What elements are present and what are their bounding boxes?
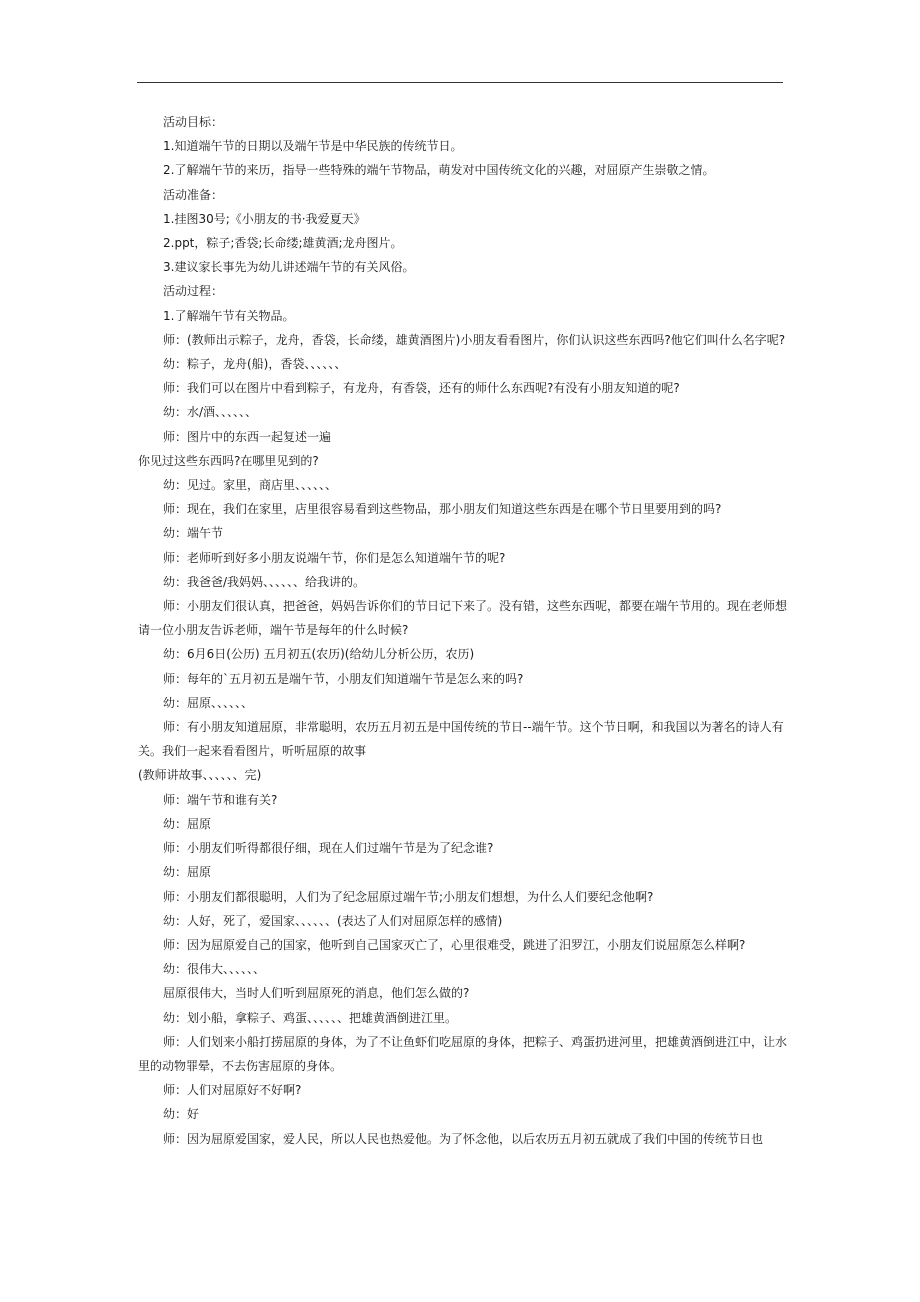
dialogue-line: 幼：6月6日(公历) 五月初五(农历)(给幼儿分析公历，农历) <box>163 647 475 662</box>
dialogue-line: 幼：很伟大、、、、、、 <box>163 962 266 977</box>
dialogue-line: 幼：我爸爸/我妈妈、、、、、、给我讲的。 <box>163 574 366 589</box>
document-body <box>138 110 790 1151</box>
dialogue-line: 屈原很伟大，当时人们听到屈原死的消息，他们怎么做的? <box>163 986 470 1001</box>
dialogue-line: 师：小朋友们都很聪明，人们为了纪念屈原过端午节;小朋友们想想，为什么人们要纪念他啊? <box>163 889 654 904</box>
dialogue-line: 幼：粽子，龙舟(船)，香袋、、、、、、 <box>163 357 347 372</box>
dialogue-line: 师：(教师出示粽子，龙舟，香袋，长命缕，雄黄酒图片)小朋友看看图片，你们认识这些东西吗?他它们叫什么名字呢? <box>163 332 786 347</box>
paragraph: 2.ppt，粽子;香袋;长命缕;雄黄酒;龙舟图片。 <box>163 236 403 251</box>
dialogue-line: 师：图片中的东西一起复述一遍 <box>163 429 332 444</box>
heading-goals: 活动目标： <box>163 115 224 129</box>
dialogue-line: 师：因为屈原爱自己的国家，他听到自己国家灭亡了，心里很难受，跳进了汨罗江，小朋友们说屈原怎么样啊? <box>163 937 746 952</box>
dialogue-line: 师：因为屈原爱国家，爱人民，所以人民也热爱他。为了怀念他，以后农历五月初五就成了我们中国的传统节日也 <box>163 1131 764 1146</box>
paragraph: 1.挂图30号;《小朋友的书·我爱夏天》 <box>163 211 366 226</box>
dialogue-line: 师：人们划来小船打捞屈原的身体，为了不让鱼虾们吃屈原的身体，把粽子、鸡蛋扔进河里，把雄黄酒倒进江中，让水里的动物罪晕，不去伤害屈原的身体。 <box>138 1034 788 1073</box>
paragraph: 2.了解端午节的来历，指导一些特殊的端午节物品，萌发对中国传统文化的兴趣，对屈原产生崇敬之情。 <box>163 163 715 178</box>
dialogue-line: 师：老师听到好多小朋友说端午节，你们是怎么知道端午节的呢? <box>163 550 506 565</box>
dialogue-line: 幼：端午节 <box>163 526 224 541</box>
dialogue-line: 幼：屈原 <box>163 865 212 880</box>
paragraph: 1.了解端午节有关物品。 <box>163 308 295 323</box>
dialogue-line: 师：人们对屈原好不好啊? <box>163 1083 302 1098</box>
heading-process: 活动过程： <box>163 284 224 299</box>
dialogue-line: 幼：划小船，拿粽子、鸡蛋、、、、、、把雄黄酒倒进江里。 <box>163 1010 458 1025</box>
paragraph: 1.知道端午节的日期以及端午节是中华民族的传统节日。 <box>163 139 463 154</box>
dialogue-line: 师：小朋友们很认真，把爸爸，妈妈告诉你们的节日记下来了。没有错，这些东西呢，都要在端午节用的。现在老师想请一位小朋友告诉老师，端午节是每年的什么时候? <box>138 599 788 638</box>
header-rule <box>137 82 783 83</box>
dialogue-line: 师：每年的`五月初五是端午节，小朋友们知道端午节是怎么来的吗? <box>163 671 524 686</box>
dialogue-line: 幼：水/酒、、、、、、 <box>163 405 258 420</box>
dialogue-line: 师：端午节和谁有关? <box>163 792 278 807</box>
dialogue-line: (教师讲故事、、、、、、完) <box>138 768 262 783</box>
dialogue-line: 师：小朋友们听得都很仔细，现在人们过端午节是为了纪念谁? <box>163 841 494 856</box>
dialogue-line: 师：我们可以在图片中看到粽子，有龙舟，有香袋，还有的师什么东西呢?有没有小朋友知道的呢? <box>163 381 680 396</box>
dialogue-line: 幼：人好，死了，爱国家、、、、、、(表达了人们对屈原怎样的感情) <box>163 913 503 928</box>
dialogue-line: 幼：屈原、、、、、、 <box>163 695 254 710</box>
heading-preparation: 活动准备： <box>163 187 224 202</box>
paragraph: 3.建议家长事先为幼儿讲述端午节的有关风俗。 <box>163 260 415 275</box>
dialogue-line: 幼：好 <box>163 1107 200 1122</box>
dialogue-line: 师：有小朋友知道屈原，非常聪明，农历五月初五是中国传统的节日--端午节。这个节日啊，和我国以为著名的诗人有关。我们一起来看看图片，听听屈原的故事 <box>138 720 784 759</box>
dialogue-line: 幼：屈原 <box>163 816 212 831</box>
dialogue-line: 你见过这些东西吗?在哪里见到的? <box>138 453 319 468</box>
dialogue-line: 师：现在，我们在家里，店里很容易看到这些物品，那小朋友们知道这些东西是在哪个节日里要用到的吗? <box>163 502 722 517</box>
dialogue-line: 幼：见过。家里，商店里、、、、、、 <box>163 478 338 493</box>
